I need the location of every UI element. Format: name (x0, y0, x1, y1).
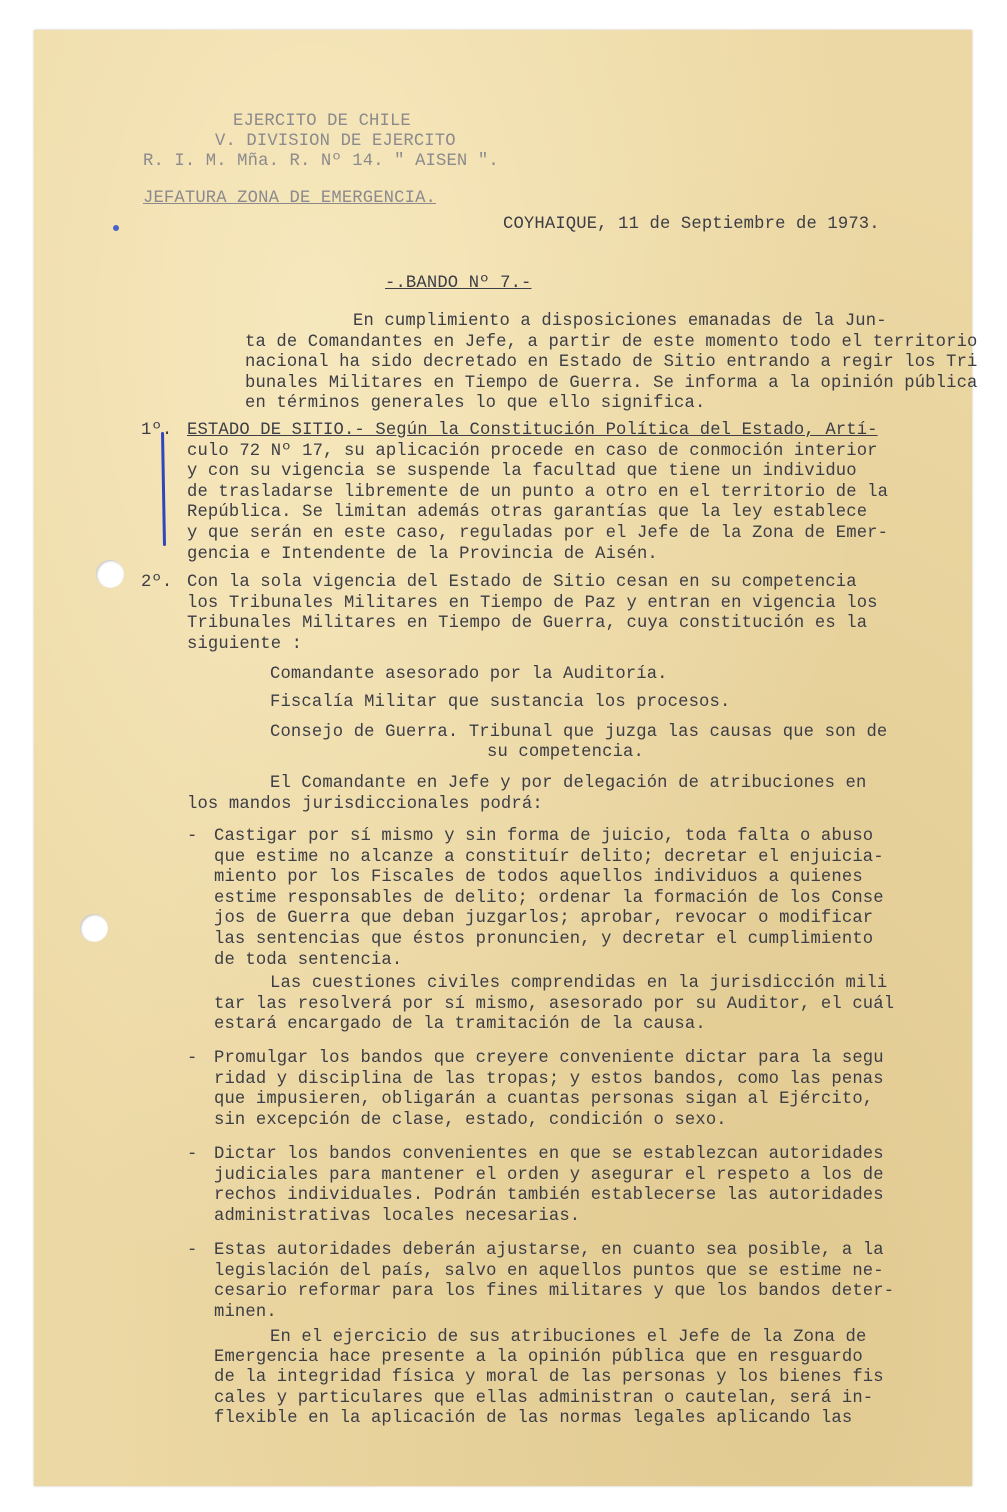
bullet4-line: cesario reformar para los fines militares y que los bandos deter- (214, 1282, 895, 1302)
bullet3-line: Dictar los bandos convenientes en que se establezcan autoridades (214, 1145, 884, 1164)
intro-line: bunales Militares en Tiempo de Guerra. Se informa a la opinión pública (245, 373, 978, 393)
intro-line: en términos generales lo que ello significa. (245, 394, 706, 414)
point2-number: 2º. (141, 573, 173, 592)
bando-title: -.BANDO Nº 7.- (385, 274, 532, 293)
commander-line: los mandos jurisdiccionales podrá: (187, 794, 543, 814)
bullet1-line: que estime no alcanze a constituír delito; decretar el enjuicia- (214, 847, 884, 867)
header-jefatura: JEFATURA ZONA DE EMERGENCIA. (143, 189, 436, 208)
bullet2-line: ridad y disciplina de las tropas; y estos bandos, como las penas (214, 1069, 884, 1089)
tribunal-item: Fiscalía Militar que sustancia los procesos. (270, 693, 731, 712)
header-division: V. DIVISION DE EJERCITO (215, 132, 456, 151)
point1-line: República. Se limitan además otras garantías que la ley establece (187, 503, 868, 523)
bullet3-line: rechos individuales. Podrán también establecerse las autoridades (214, 1186, 884, 1206)
bullet4-line: minen. (214, 1302, 277, 1322)
point1-line: y con su vigencia se suspende la facultad que tiene un individuo (187, 462, 857, 482)
tribunal-item: Comandante asesorado por la Auditoría. (270, 665, 668, 684)
bullet-dash: - (187, 1049, 198, 1068)
bullet-dash: - (187, 1241, 198, 1260)
closing-line: flexible en la aplicación de las normas legales aplicando las (214, 1408, 853, 1428)
bullet3-line: judiciales para mantener el orden y asegurar el respeto a los de (214, 1165, 884, 1185)
point1-line: y que serán en este caso, reguladas por el Jefe de la Zona de Emer- (187, 524, 889, 543)
ink-mark (113, 225, 119, 231)
bullet1-line: las sentencias que éstos pronuncien, y decretar el cumplimiento (214, 930, 874, 949)
bullet2-line: que impusieren, obligarán a cuantas personas sigan al Ejército, (214, 1090, 874, 1110)
bullet1-line: de toda sentencia. (214, 950, 403, 970)
bullet3-line: administrativas locales necesarias. (214, 1206, 581, 1226)
point2-line: Tribunales Militares en Tiempo de Guerra, cuya constitución es la (187, 614, 868, 634)
point1-line: de trasladarse libremente de un punto a otro en el territorio de la (187, 482, 889, 502)
point1-number: 1º. (141, 421, 173, 440)
commander-line: El Comandante en Jefe y por delegación de atribuciones en (270, 774, 867, 793)
tribunal-item: su competencia. (487, 743, 644, 762)
punch-hole-bottom (80, 914, 108, 942)
punch-hole-top (96, 560, 124, 588)
point2-line: los Tribunales Militares en Tiempo de Paz y entran en vigencia los (187, 593, 878, 613)
point2-line: Con la sola vigencia del Estado de Sitio cesan en su competencia (187, 573, 857, 592)
closing-line: Emergencia hace presente a la opinión pública que en resguardo (214, 1348, 863, 1368)
bullet-dash: - (187, 827, 198, 846)
bullet2-line: sin excepción de clase, estado, condición o sexo. (214, 1110, 727, 1130)
bullet1-line: jos de Guerra que deban juzgarlos; aprobar, revocar o modificar (214, 909, 874, 929)
civil-line: tar las resolverá por sí mismo, asesorado por su Auditor, el cuál (214, 994, 895, 1014)
bullet4-line: legislación del país, salvo en aquellos puntos que se estime ne- (214, 1261, 884, 1281)
civil-line: Las cuestiones civiles comprendidas en la jurisdicción mili (270, 974, 888, 993)
bullet1-line: Castigar por sí mismo y sin forma de juicio, toda falta o abuso (214, 827, 874, 846)
closing-line: de la integridad física y moral de las personas y los bienes fis (214, 1368, 884, 1388)
bullet1-line: estime responsables de delito; ordenar la formación de los Conse (214, 888, 884, 908)
header-regiment: R. I. M. Mña. R. Nº 14. " AISEN ". (143, 152, 499, 171)
point1-line: culo 72 Nº 17, su aplicación procede en caso de conmoción interior (187, 441, 878, 461)
bullet-dash: - (187, 1145, 198, 1164)
place-date: COYHAIQUE, 11 de Septiembre de 1973. (503, 215, 880, 234)
civil-line: estará encargado de la tramitación de la causa. (214, 1015, 706, 1035)
point2-line: siguiente : (187, 634, 303, 654)
bullet2-line: Promulgar los bandos que creyere conveniente dictar para la segu (214, 1049, 884, 1068)
point1-line: gencia e Intendente de la Provincia de Aisén. (187, 544, 658, 564)
point1-line: ESTADO DE SITIO.- Según la Constitución Política del Estado, Artí- (187, 421, 878, 440)
header-army: EJERCITO DE CHILE (233, 112, 411, 131)
bullet1-line: miento por los Fiscales de todos aquellos individuos a quienes (214, 868, 863, 888)
intro-line: En cumplimiento a disposiciones emanadas de la Jun- (353, 312, 887, 331)
bullet4-line: Estas autoridades deberán ajustarse, en cuanto sea posible, a la (214, 1241, 884, 1260)
tribunal-item: Consejo de Guerra. Tribunal que juzga las causas que son de (270, 723, 888, 742)
intro-line: ta de Comandantes en Jefe, a partir de este momento todo el territorio (245, 332, 978, 352)
intro-line: nacional ha sido decretado en Estado de Sitio entrando a regir los Tri (245, 353, 978, 373)
closing-line: cales y particulares que ellas administran o cautelan, será in- (214, 1388, 874, 1408)
closing-line: En el ejercicio de sus atribuciones el Jefe de la Zona de (270, 1328, 867, 1347)
